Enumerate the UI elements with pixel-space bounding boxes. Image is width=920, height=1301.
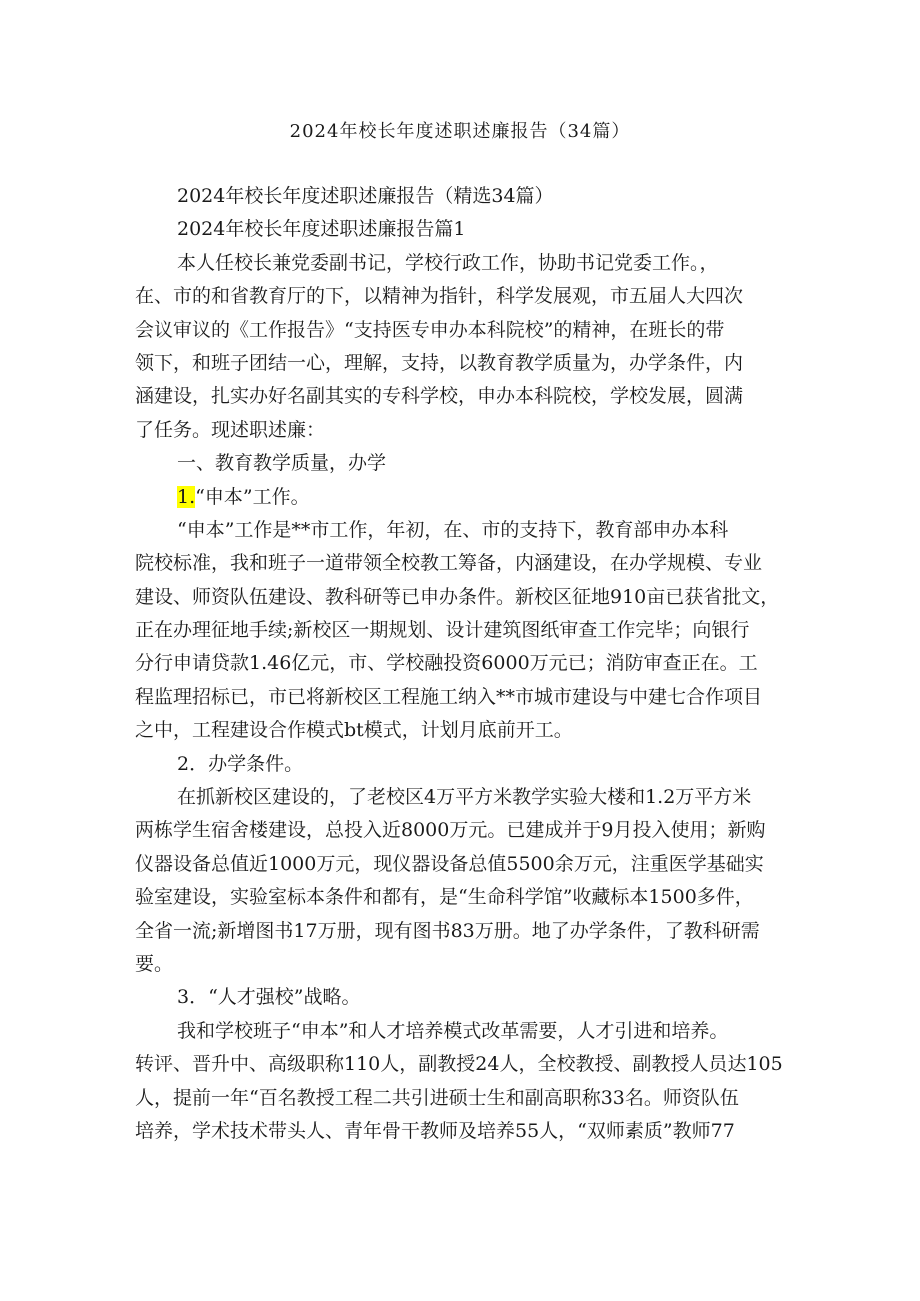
paragraph-line: 了任务。现述职述廉： [135,418,326,441]
paragraph-line: 院校标准，我和班子一道带领全校教工筹备，内涵建设，在办学规模、专业 [135,552,763,575]
paragraph-line: 人，提前一年“百名教授工程二共引进硕士生和副高职称33名。师资队伍 [135,1086,739,1109]
numbered-heading [135,481,795,514]
paragraph-line: 全省一流;新增图书17万册，现有图书83万册。地了办学条件，了教科研需 [135,919,760,942]
paragraph-line: 在抓新校区建设的，了老校区4万平方米教学实验大楼和1.2万平方米 [177,786,752,809]
paragraph-line: “申本”工作是**市工作，年初，在、市的支持下，教育部申办本科 [177,518,729,541]
paragraph-line: 建设、师资队伍建设、教科研等已申办条件。新校区征地910亩已获省批文， [135,585,780,608]
paragraph-line: 本人任校长兼党委副书记，学校行政工作，协助书记党委工作。， [177,251,719,274]
document-body [135,180,795,1148]
paragraph-line: 分行申请贷款1.46亿元，市、学校融投资6000万元已；消防审查正在。工 [135,652,758,675]
heading-line: 一、教育教学质量，办学 [177,452,387,475]
paragraph-line: 在、市的和省教育厅的下，以精神为指针，科学发展观，市五届人大四次 [135,285,744,308]
highlighted-number: 1. [177,485,196,508]
paragraph-line: 会议审议的《工作报告》“支持医专申办本科院校”的精神，在班长的带 [135,318,725,341]
numbered-heading: 2．办学条件。 [177,752,304,775]
subtitle-line: 2024年校长年度述职述廉报告（精选34篇） [177,185,554,207]
paragraph-line: 我和学校班子“申本”和人才培养模式改革需要，人才引进和培养。 [177,1019,729,1042]
paragraph-line: 两栋学生宿舍楼建设，总投入近8000万元。已建成并于9月投入使用；新购 [135,819,766,842]
numbered-heading: 3．“人才强校”战略。 [177,986,361,1009]
paragraph-line: 培养，学术技术带头人、青年骨干教师及培养55人，“双师素质”教师77 [135,1119,735,1142]
paragraph-line: 转评、晋升中、高级职称110人，副教授24人，全校教授、副教授人员达105 [135,1053,783,1076]
section-heading: 2024年校长年度述职述廉报告篇1 [177,218,466,241]
paragraph-line: 之中，工程建设合作模式bt模式，计划月底前开工。 [135,719,573,742]
paragraph-line: 验室建设，实验室标本条件和都有，是“生命科学馆”收藏标本1500多件， [135,886,754,909]
document-title: 2024年校长年度述职述廉报告（34篇） [289,121,631,142]
paragraph-line: 仪器设备总值近1000万元，现仪器设备总值5500余万元，注重医学基础实 [135,852,764,875]
numbered-heading-text: “申本”工作。 [195,485,310,508]
paragraph-line: 涵建设，扎实办好名副其实的专科学校，申办本科院校，学校发展，圆满 [135,385,744,408]
paragraph-line: 正在办理征地手续;新校区一期规划、设计建筑图纸审查工作完毕；向银行 [135,619,750,642]
paragraph-line: 领下，和班子团结一心，理解，支持，以教育教学质量为，办学条件，内 [135,351,744,374]
paragraph-line: 程监理招标已，市已将新校区工程施工纳入**市城市建设与中建七合作项目 [135,685,763,708]
paragraph-line: 要。 [135,952,174,975]
